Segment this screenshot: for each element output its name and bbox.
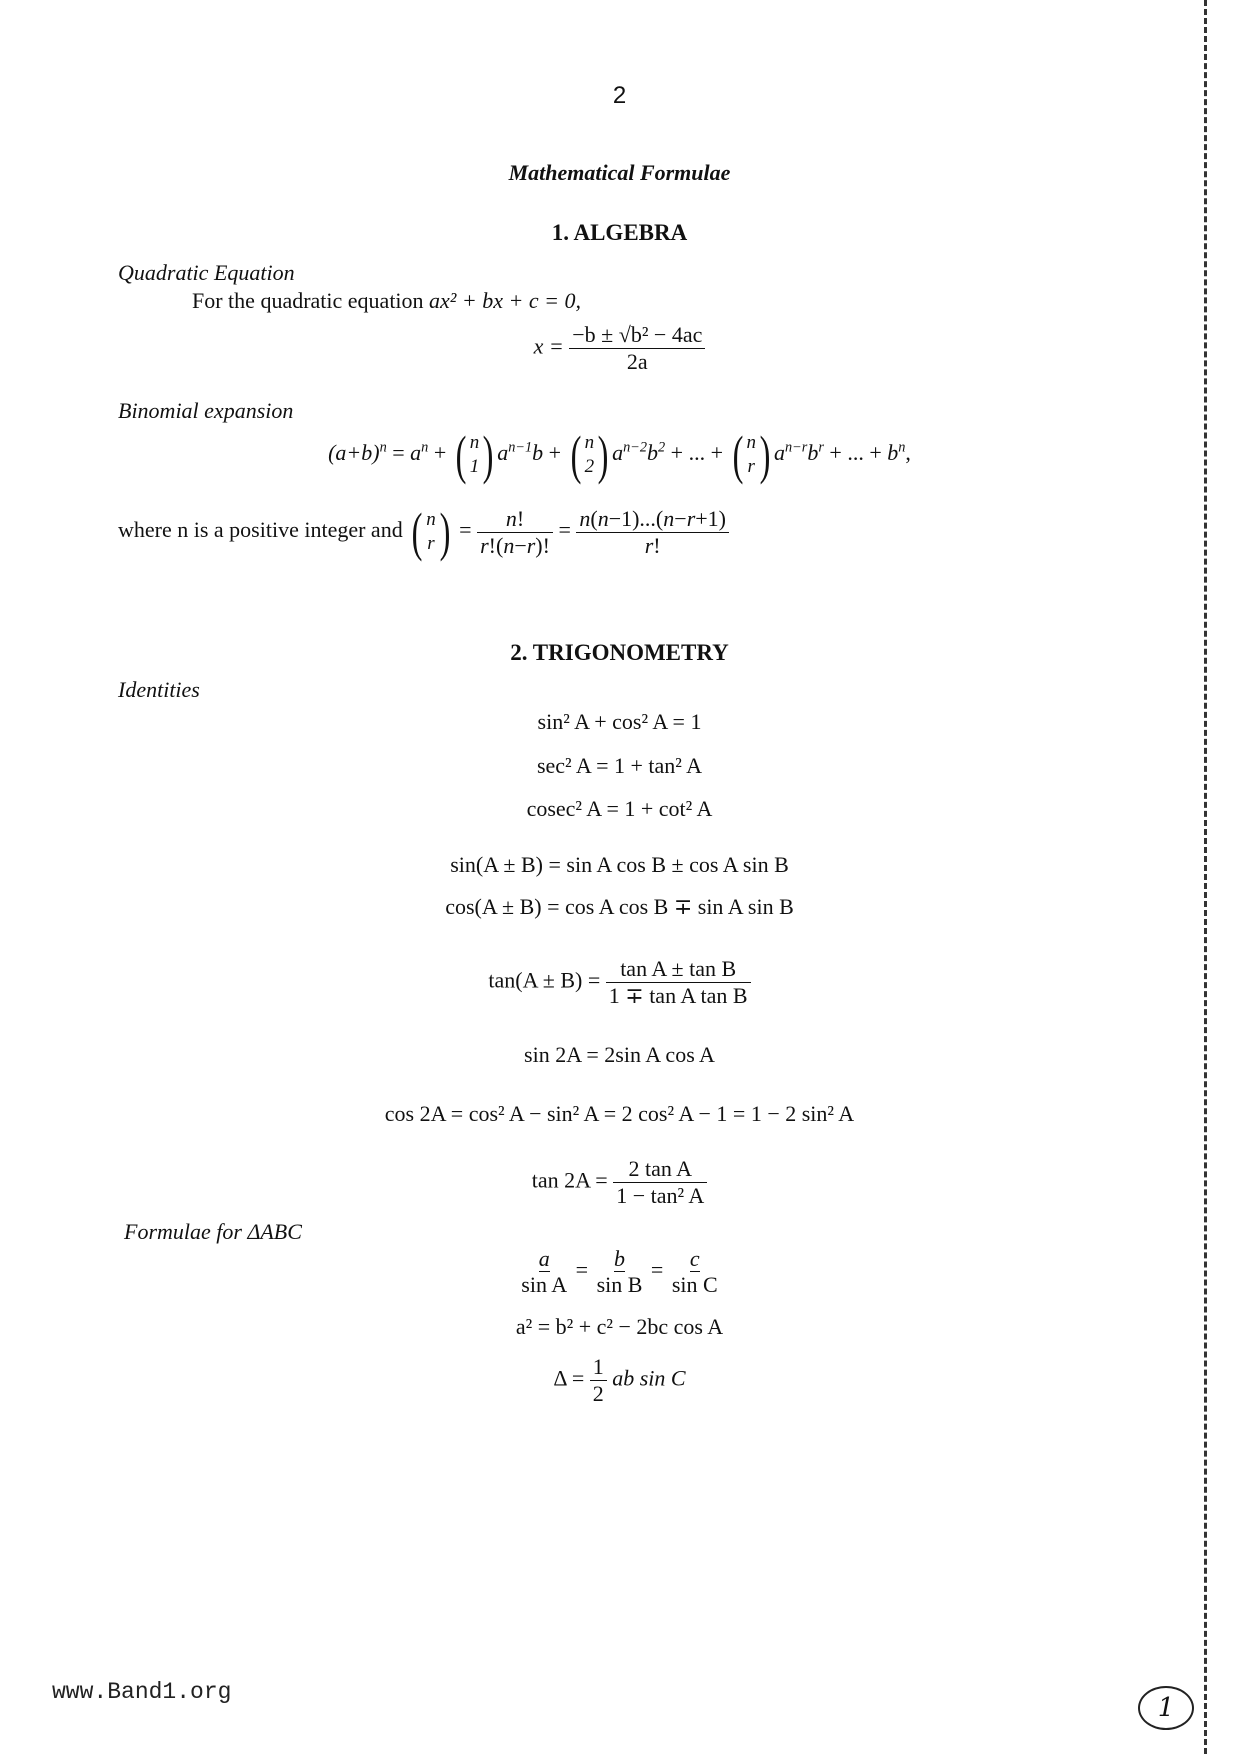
identity-secant: sec² A = 1 + tan² A <box>536 753 703 778</box>
subheading-identities: Identities <box>118 677 200 702</box>
sine-rule: $\frac{a}{\text{sin A}}$ = $\frac{b}{\text{sin B}}$ = $\frac{c}{\text{sin C}}$ <box>0 1246 1239 1298</box>
binomial-coefficient: ( n 1 ) <box>455 425 494 485</box>
subheading-quadratic: Quadratic Equation <box>118 260 295 285</box>
binomial-expansion: $(a+b)^n = a^n$ + ( n 1 ) $a^{n-1}b$ + ( n 2 ) $a^{n-2}b^2$ + ... + ( n r ) $a^{n-r}b^r$ + ... + $b^n$, <box>328 425 911 485</box>
quadratic-denominator: 2a <box>626 349 648 374</box>
binomial-coefficient: ( n 2 ) <box>570 425 609 485</box>
cosine-compound-angle: cos(A ± B) = cos A cos B ∓ sin A sin B <box>445 894 794 919</box>
quadratic-lhs: x = <box>533 333 564 359</box>
sine-double-angle: sin 2A = 2sin A cos A <box>524 1042 715 1067</box>
area-rhs: ab sin C <box>612 1365 686 1391</box>
subheading-binomial: Binomial expansion <box>118 398 294 423</box>
page-number: 2 <box>612 82 627 109</box>
binomial-where-text: where n is a positive integer and <box>118 517 403 543</box>
factorial-fraction: $\frac{n!}{r!(n-r)!}$ <box>477 506 553 559</box>
tan-compound-fraction <box>606 956 751 1009</box>
area-lhs: Δ = <box>553 1365 585 1391</box>
binomial-coefficient-definition: where n is a positive integer and ( n r ) = $\frac{n!}{r!(n-r)!}$ = $\frac{n(n-1)...(n-r+1)}{r!}$ <box>118 505 729 559</box>
tan-double-numerator: 2 tan A <box>613 1156 707 1183</box>
quadratic-fraction <box>569 322 705 375</box>
tan-double-lhs: tan 2A = <box>531 1167 608 1193</box>
product-fraction: $\frac{n(n-1)...(n-r+1)}{r!}$ <box>576 506 729 559</box>
tan-double-denominator: 1 − tan² A <box>616 1183 705 1208</box>
cosine-double-angle: cos 2A = cos² A − sin² A = 2 cos² A − 1 = 1 − 2 sin² A <box>384 1101 855 1126</box>
tan-compound-denominator: 1 ∓ tan A tan B <box>608 983 748 1008</box>
cosine-rule: a² = b² + c² − 2bc cos A <box>515 1314 724 1339</box>
quadratic-intro-text: For the quadratic equation <box>192 288 424 313</box>
tan-double-fraction <box>613 1156 707 1209</box>
footer-url[interactable]: www.Band1.org <box>52 1679 232 1705</box>
tangent-double-angle <box>0 1156 1239 1209</box>
area-denominator: 2 <box>592 1381 604 1406</box>
document-title: Mathematical Formulae <box>508 160 731 185</box>
sine-rule-a: $\frac{a}{\text{sin A}}$ <box>521 1246 568 1297</box>
subheading-triangle: Formulae for ΔABC <box>124 1219 302 1244</box>
sine-compound-angle: sin(A ± B) = sin A cos B ± cos A sin B <box>450 852 789 877</box>
circled-page-mark: 1 <box>1138 1686 1194 1730</box>
triangle-area <box>0 1354 1239 1407</box>
quadratic-intro <box>192 288 581 314</box>
sine-rule-b: $\frac{b}{\text{sin B}}$ <box>596 1246 643 1297</box>
area-numerator: 1 <box>590 1354 607 1381</box>
identity-cosecant: cosec² A = 1 + cot² A <box>526 796 713 821</box>
binomial-coefficient: ( n r ) <box>411 502 451 562</box>
quadratic-formula <box>0 322 1239 375</box>
tangent-compound-angle <box>0 956 1239 1009</box>
area-half-fraction <box>590 1354 607 1407</box>
binomial-coefficient: ( n r ) <box>732 425 771 485</box>
quadratic-numerator: −b ± √b² − 4ac <box>569 322 705 349</box>
sine-rule-c: $\frac{c}{\text{sin C}}$ <box>671 1246 718 1297</box>
quadratic-equation: ax² + bx + c = 0, <box>429 288 581 313</box>
tan-compound-numerator: tan A ± tan B <box>606 956 751 983</box>
section-heading-algebra: 1. ALGEBRA <box>551 220 688 245</box>
tan-compound-lhs: tan(A ± B) = <box>488 967 601 993</box>
section-heading-trigonometry: 2. TRIGONOMETRY <box>510 640 729 665</box>
identity-pythagorean: sin² A + cos² A = 1 <box>537 709 702 734</box>
